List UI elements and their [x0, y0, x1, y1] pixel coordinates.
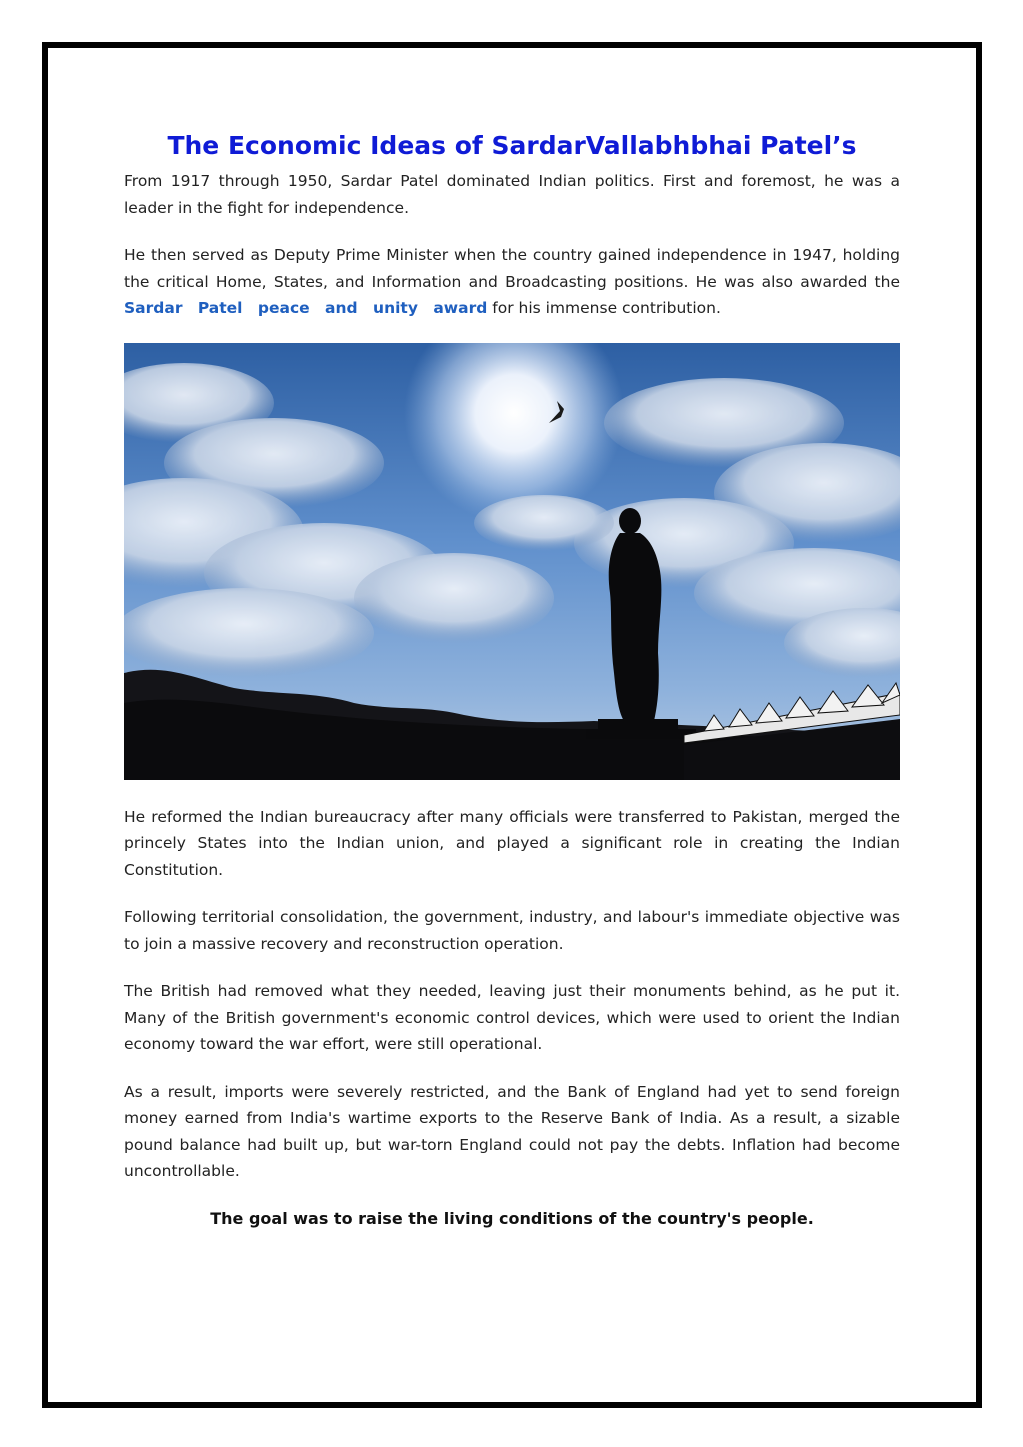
- paragraph-deputy-pm: [124, 242, 900, 322]
- paragraph-deputy-pm-text: He then served as Deputy Prime Minister when the country gained independence in 1947, holding the critical Home, States, and Information and Broadcasting positions. He was also awarded the: [124, 246, 900, 291]
- document-body: [124, 128, 900, 1232]
- paragraph-intro: From 1917 through 1950, Sardar Patel dominated Indian politics. First and foremost, he was a leader in the fight for independence.: [124, 172, 900, 217]
- paragraph-deputy-pm-tail: for his immense contribution.: [487, 299, 721, 317]
- paragraph-consolidation: Following territorial consolidation, the government, industry, and labour's immediate objective was to join a massive recovery and reconstruction operation.: [124, 908, 900, 953]
- paragraph-british: The British had removed what they needed, leaving just their monuments behind, as he put it. Many of the British government's economic control devices, which were used to orient the Indian economy toward the war effort, were still operational.: [124, 982, 900, 1053]
- page-title: The Economic Ideas of SardarVallabhbhai Patel’s: [167, 131, 857, 160]
- statue-photo: [124, 343, 900, 780]
- award-link[interactable]: Sardar Patel peace and unity award: [124, 299, 488, 317]
- paragraph-imports: As a result, imports were severely restricted, and the Bank of England had yet to send foreign money earned from India's wartime exports to the Reserve Bank of India. As a result, a sizable pound balance had built up, but war-torn England could not pay the debts. Inflation had become uncontrollable.: [124, 1082, 900, 1180]
- closing-statement: The goal was to raise the living conditions of the country's people.: [210, 1208, 814, 1228]
- paragraph-bureaucracy: He reformed the Indian bureaucracy after many officials were transferred to Pakistan, merged the princely States into the Indian union, and played a significant role in creating the Indian Constitution.: [124, 807, 900, 879]
